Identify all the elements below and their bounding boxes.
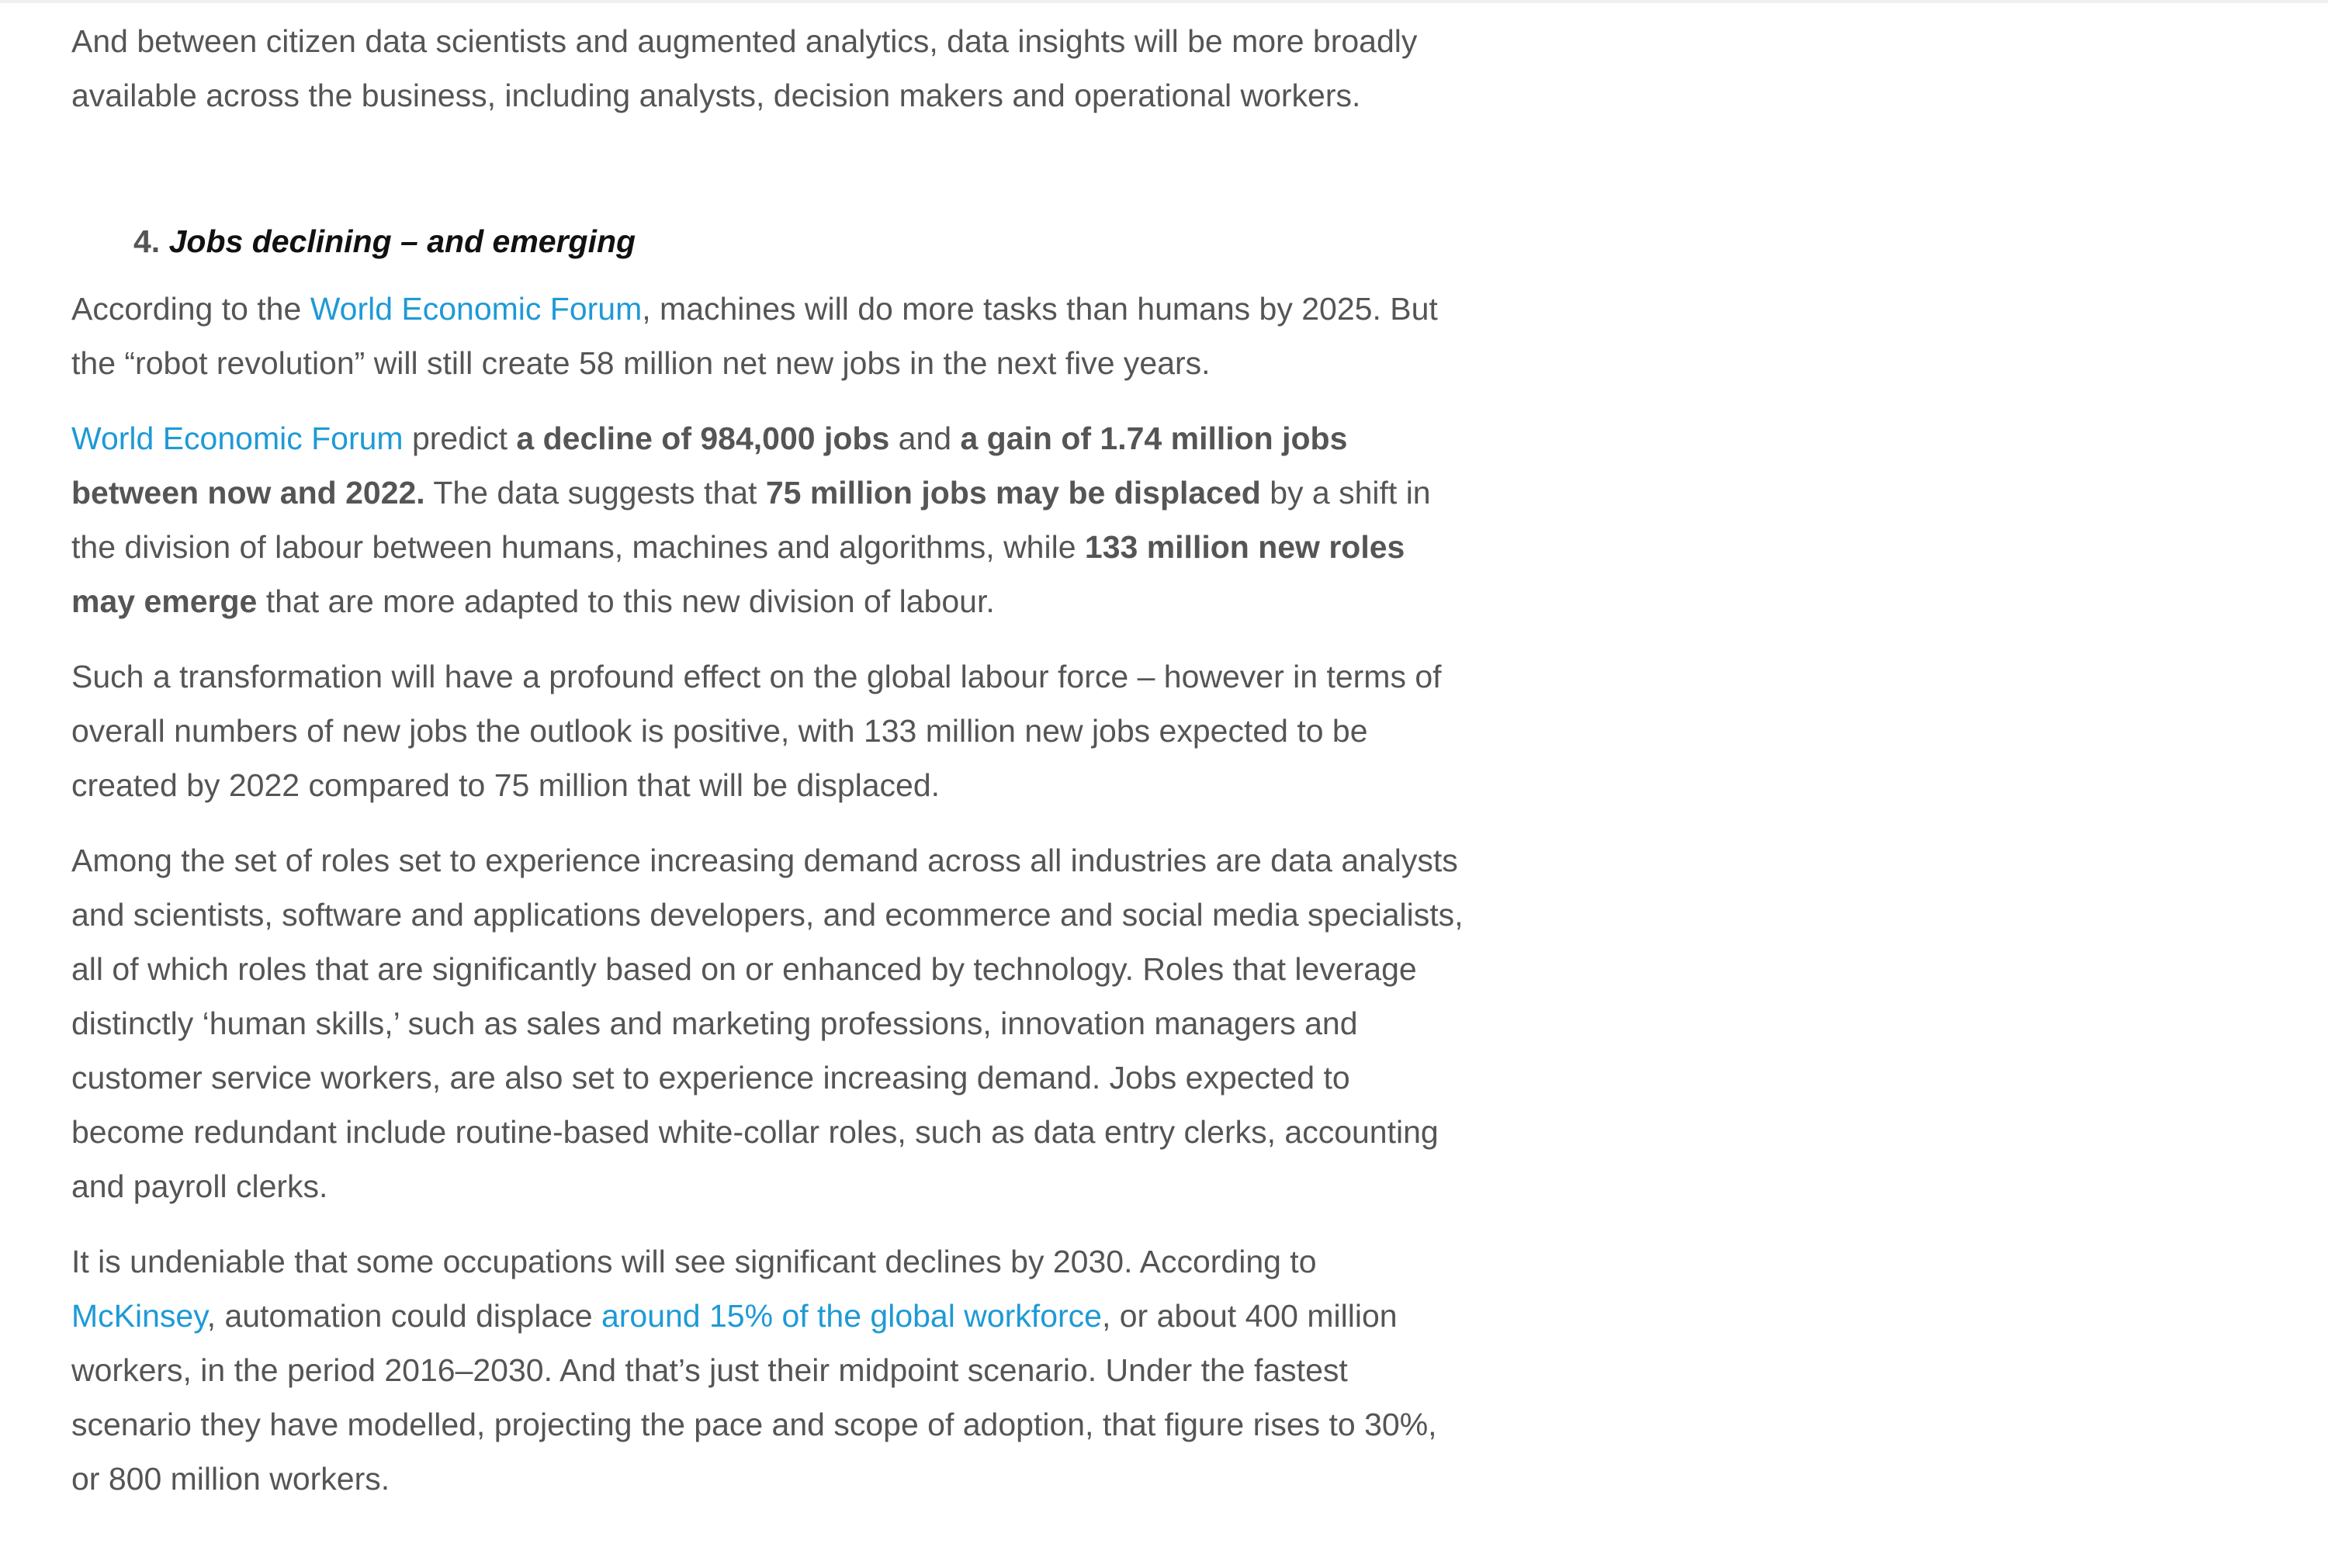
bold-gain: a gain of 1.74 million jobs between now and 2022. (71, 421, 1348, 511)
text-span: The data suggests that (424, 475, 766, 511)
paragraph-transformation: Such a transformation will have a profound effect on the global labour force – however in terms of overall numbers of new jobs the outlook is positive, with 133 million new jobs expected to be created by 2022 compared to 75 million that will be displaced. (71, 659, 1442, 803)
paragraph-roles-demand: Among the set of roles set to experience increasing demand across all industries are data analysts and scientists, software and applications developers, and ecommerce and social media specialists, all of which roles that are significantly based on or enhanced by technology. Roles that leverage distinctly ‘human skills,’ such as sales and marketing professions, innovation managers and customer service workers, are also set to experience increasing demand. Jobs expected to become redundant include routine-based white-collar roles, such as data entry clerks, accounting and payroll clerks. (71, 843, 1464, 1204)
mckinsey-link[interactable]: McKinsey (71, 1298, 207, 1334)
section-heading-jobs (71, 214, 1468, 268)
heading-title: Jobs declining – and emerging (168, 223, 636, 259)
world-economic-forum-link-2[interactable]: World Economic Forum (71, 421, 404, 456)
text-span: and (889, 421, 961, 456)
text-span: , machines will do more tasks than humans by 2025. But the “robot revolution” will still create 58 million net new jobs in the next five years. (71, 291, 1438, 381)
paragraph-citizen-data-scientists: And between citizen data scientists and augmented analytics, data insights will be more broadly available across the business, including analysts, decision makers and operational workers. (71, 23, 1418, 113)
heading-number: 4. (133, 223, 161, 259)
text-span: According to the (71, 291, 310, 327)
bold-displaced: 75 million jobs may be displaced (765, 475, 1261, 511)
paragraph-wef-intro (71, 282, 1468, 390)
paragraph-wef-predictions (71, 411, 1468, 628)
world-economic-forum-link[interactable]: World Economic Forum (310, 291, 643, 327)
text-span: , automation could displace (206, 1298, 601, 1334)
text-span: that are more adapted to this new division of labour. (257, 583, 995, 619)
article-body (71, 14, 1468, 1527)
top-divider (0, 0, 2328, 3)
paragraph-mckinsey (71, 1234, 1468, 1506)
text-span: , or about 400 million workers, in the period 2016–2030. And that’s just their midpoint scenario. Under the fastest scenario they have modelled, projecting the pace and scope of adoption, that figure rises to 30%, or 800 million workers. (71, 1298, 1437, 1497)
global-workforce-link[interactable]: around 15% of the global workforce (601, 1298, 1102, 1334)
bold-new-roles: 133 million new roles may emerge (71, 529, 1405, 619)
text-span: predict (403, 421, 517, 456)
bold-decline: a decline of 984,000 jobs (516, 421, 890, 456)
text-span: by a shift in the division of labour between humans, machines and algorithms, while (71, 475, 1431, 565)
text-span: It is undeniable that some occupations will see significant declines by 2030. According to (71, 1244, 1317, 1279)
